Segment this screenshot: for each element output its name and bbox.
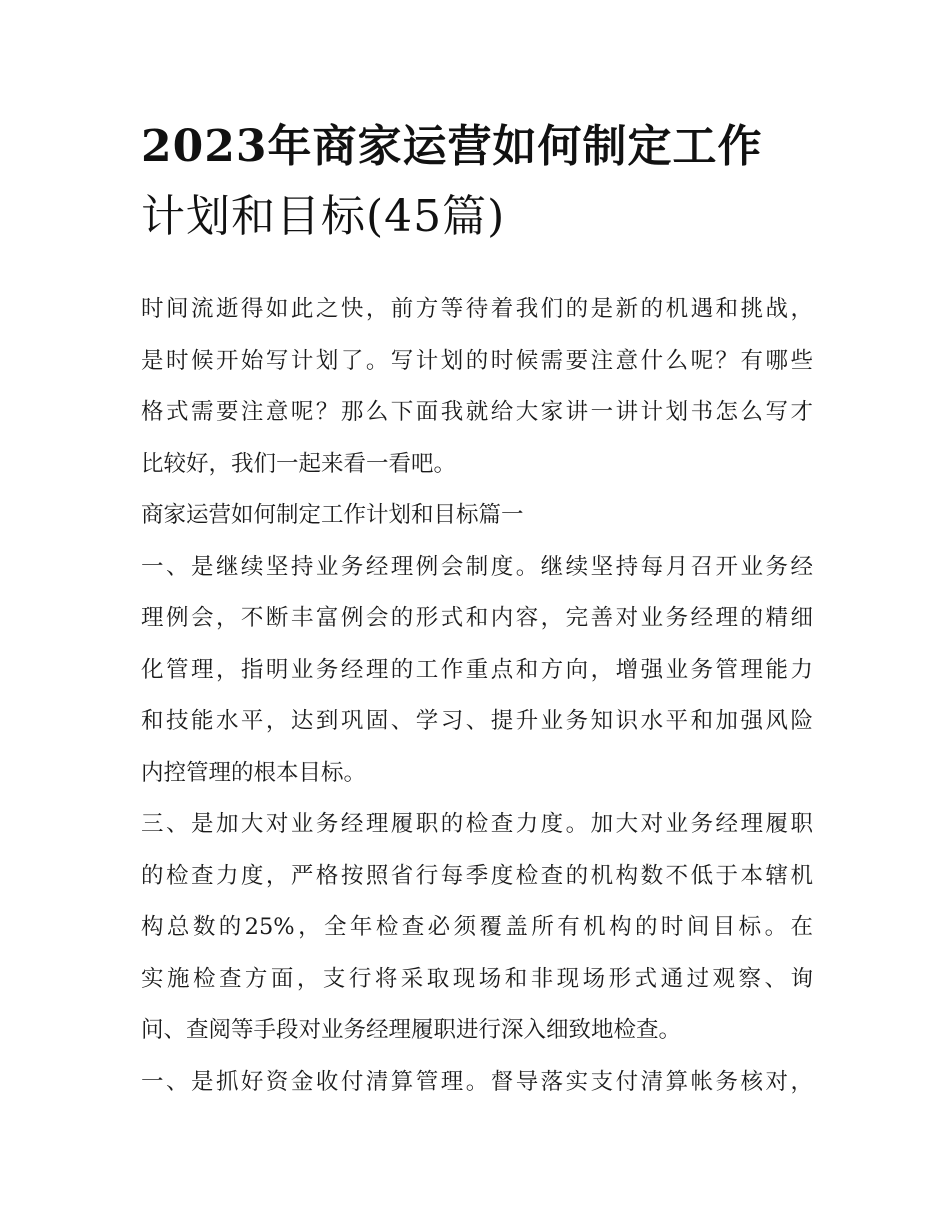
paragraph-2-line: 问、查阅等手段对业务经理履职进行深入细致地检查。 — [141, 1017, 682, 1043]
section-heading-text: 商家运营如何制定工作计划和目标篇一 — [141, 502, 524, 528]
document-title — [141, 112, 813, 252]
intro-line: 格式需要注意呢？那么下面我就给大家讲一讲计划书怎么写才 — [141, 399, 813, 425]
intro-line: 比较好，我们一起来看一看吧。 — [141, 450, 457, 477]
paragraph-1-line: 和技能水平，达到巩固、学习、提升业务知识水平和加强风险 — [141, 708, 813, 734]
paragraph-2-line: 三、是加大对业务经理履职的检查力度。加大对业务经理履职 — [141, 811, 813, 837]
intro-paragraph — [141, 284, 813, 490]
paragraph-3 — [141, 1057, 813, 1109]
title-line-1: 2023年商家运营如何制定工作 — [141, 121, 763, 172]
document-body — [141, 284, 813, 1108]
section-heading — [141, 490, 813, 542]
paragraph-2-line: 实施检查方面，支行将采取现场和非现场形式通过观察、询 — [141, 965, 813, 992]
paragraph-1-line: 一、是继续坚持业务经理例会制度。继续坚持每月召开业务经 — [141, 553, 813, 580]
paragraph-1-line: 化管理，指明业务经理的工作重点和方向，增强业务管理能力 — [141, 656, 813, 683]
paragraph-2 — [141, 799, 813, 1057]
intro-line: 是时候开始写计划了。写计划的时候需要注意什么呢？有哪些 — [141, 347, 813, 374]
document-content — [141, 112, 813, 1108]
paragraph-3-line: 一、是抓好资金收付清算管理。督导落实支付清算帐务核对， — [141, 1068, 813, 1095]
paragraph-1-line: 理例会，不断丰富例会的形式和内容，完善对业务经理的精细 — [141, 605, 813, 631]
paragraph-2-line: 构总数的25%，全年检查必须覆盖所有机构的时间目标。在 — [141, 914, 813, 940]
paragraph-1-line: 内控管理的根本目标。 — [141, 759, 367, 786]
paragraph-2-line: 的检查力度，严格按照省行每季度检查的机构数不低于本辖机 — [141, 862, 813, 889]
paragraph-1 — [141, 542, 813, 800]
title-line-2: 计划和目标(45篇) — [141, 191, 506, 242]
intro-line: 时间流逝得如此之快，前方等待着我们的是新的机遇和挑战， — [141, 296, 813, 322]
